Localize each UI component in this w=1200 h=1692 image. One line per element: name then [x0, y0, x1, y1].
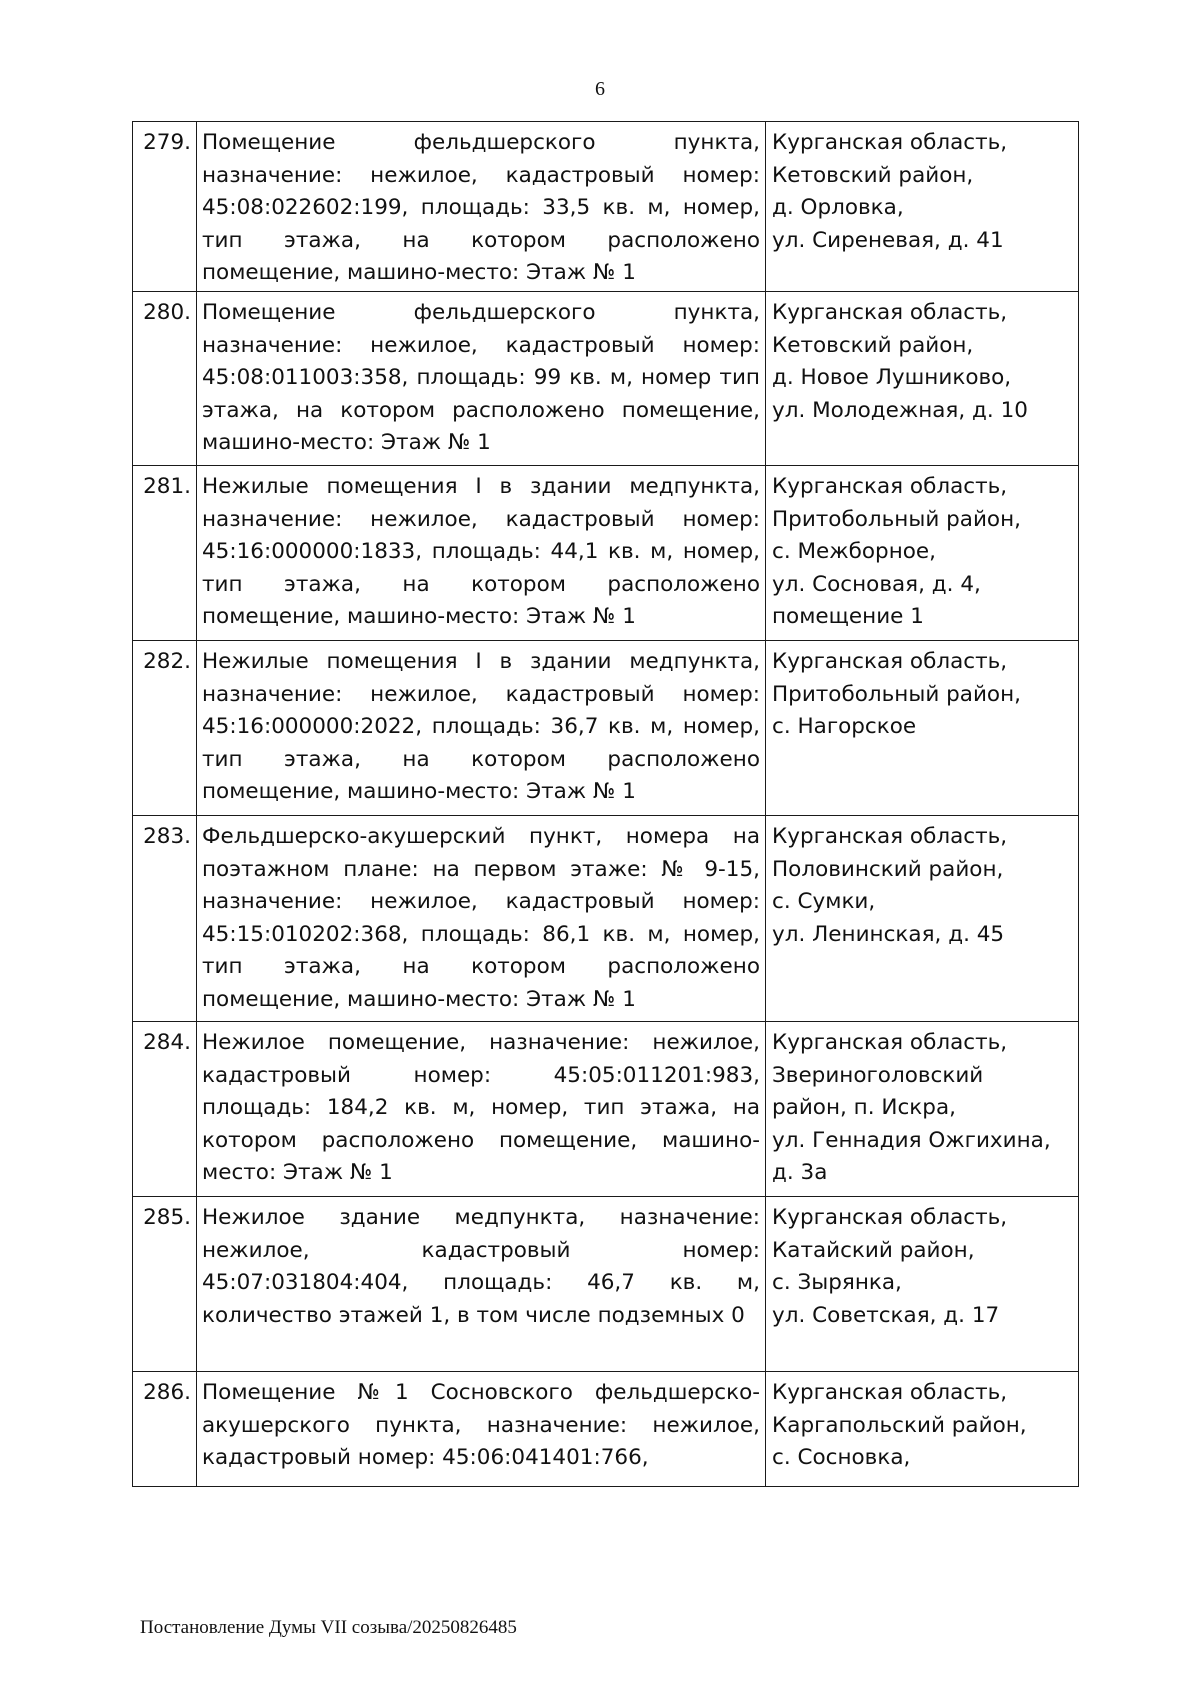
address-line: Курганская область,: [772, 649, 1008, 674]
property-description: Помещение №1 Сосновского фельдшерско-акушерского пункта, назначение: нежилое, кадастровый номер: 45:06:041401:766,: [197, 1372, 766, 1487]
page-number: 6: [595, 78, 605, 100]
table-row: [133, 1197, 1079, 1372]
address-line: Курганская область,: [772, 300, 1008, 325]
table-row: [133, 641, 1079, 816]
address-line: с. Нагорское: [772, 714, 917, 739]
address-line: д. 3а: [772, 1160, 828, 1185]
table-row: [133, 1022, 1079, 1197]
table-row: [133, 292, 1079, 466]
address-line: Притобольный район,: [772, 681, 1021, 707]
address-line: Звериноголовский: [772, 1062, 984, 1088]
address-line: район, п. Искра,: [772, 1095, 956, 1120]
property-description: Нежилые помещения I в здании медпункта, назначение: нежилое, кадастровый номер: 45:16:000000:2022, площадь: 36,7 кв. м, номер, тип этажа, на котором расположено помещение, машино-место: Этаж № 1: [197, 641, 766, 816]
property-description: Помещение фельдшерского пункта, назначение: нежилое, кадастровый номер: 45:08:022602:199, площадь: 33,5 кв. м, номер, тип этажа, на котором расположено помещение, машино-место: Этаж № 1: [197, 122, 766, 292]
property-description: Нежилое помещение, назначение: нежилое, кадастровый номер: 45:05:011201:983, площадь: 184,2 кв. м, номер, тип этажа, на котором расположено помещение, машино-место: Этаж № 1: [197, 1022, 766, 1197]
property-address: [766, 122, 1079, 292]
property-address: [766, 816, 1079, 1022]
row-number: 285.: [133, 1197, 197, 1372]
address-line: Курганская область,: [772, 130, 1008, 155]
address-line: с. Зырянка,: [772, 1270, 902, 1295]
address-line: с. Сумки,: [772, 889, 876, 914]
property-table-body: [133, 122, 1079, 1487]
address-line: ул. Сосновая, д. 4,: [772, 571, 981, 597]
address-line: Притобольный район,: [772, 506, 1021, 532]
table-row: [133, 466, 1079, 641]
table-row: [133, 1372, 1079, 1487]
address-line: с. Сосновка,: [772, 1445, 911, 1470]
property-description: Нежилые помещения I в здании медпункта, назначение: нежилое, кадастровый номер: 45:16:000000:1833, площадь: 44,1 кв. м, номер, тип этажа, на котором расположено помещение, машино-место: Этаж № 1: [197, 466, 766, 641]
row-number: 284.: [133, 1022, 197, 1197]
property-address: [766, 1022, 1079, 1197]
address-line: с. Межборное,: [772, 539, 936, 564]
address-line: ул. Советская, д. 17: [772, 1302, 1000, 1328]
address-line: Курганская область,: [772, 474, 1008, 499]
address-line: д. Орловка,: [772, 195, 904, 220]
row-number: 280.: [133, 292, 197, 466]
property-table: [132, 121, 1079, 1487]
property-description: Помещение фельдшерского пункта, назначение: нежилое, кадастровый номер: 45:08:011003:358, площадь: 99 кв. м, номер тип этажа, на котором расположено помещение, машино-место: Этаж № 1: [197, 292, 766, 466]
address-line: Курганская область,: [772, 1205, 1008, 1230]
address-line: Курганская область,: [772, 1380, 1008, 1405]
address-line: помещение 1: [772, 604, 924, 629]
address-line: Кетовский район,: [772, 332, 974, 358]
address-line: ул. Сиреневая, д. 41: [772, 227, 1004, 253]
address-line: ул. Геннадия Ожгихина,: [772, 1127, 1051, 1153]
property-address: [766, 1372, 1079, 1487]
property-address: [766, 292, 1079, 466]
table-row: [133, 122, 1079, 292]
property-description: Нежилое здание медпункта, назначение: нежилое, кадастровый номер: 45:07:031804:404, площадь: 46,7 кв. м, количество этажей 1, в том числе подземных 0: [197, 1197, 766, 1372]
row-number: 281.: [133, 466, 197, 641]
address-line: Кетовский район,: [772, 162, 974, 188]
row-number: 283.: [133, 816, 197, 1022]
address-line: Курганская область,: [772, 1030, 1008, 1055]
address-line: ул. Ленинская, д. 45: [772, 921, 1005, 947]
table-row: [133, 816, 1079, 1022]
row-number: 279.: [133, 122, 197, 292]
row-number: 286.: [133, 1372, 197, 1487]
address-line: Половинский район,: [772, 856, 1004, 882]
property-address: [766, 641, 1079, 816]
property-description: Фельдшерско-акушерский пункт, номера на поэтажном плане: на первом этаже: № 9-15, назначение: нежилое, кадастровый номер: 45:15:010202:368, площадь: 86,1 кв. м, номер, тип этажа, на котором расположено помещение, машино-место: Этаж № 1: [197, 816, 766, 1022]
address-line: Курганская область,: [772, 824, 1008, 849]
address-line: Катайский район,: [772, 1237, 975, 1263]
address-line: Каргапольский район,: [772, 1412, 1027, 1438]
address-line: д. Новое Лушниково,: [772, 365, 1012, 390]
document-footer: Постановление Думы VII созыва/20250826485: [140, 1617, 517, 1638]
address-line: ул. Молодежная, д. 10: [772, 397, 1028, 423]
property-address: [766, 1197, 1079, 1372]
row-number: 282.: [133, 641, 197, 816]
property-address: [766, 466, 1079, 641]
